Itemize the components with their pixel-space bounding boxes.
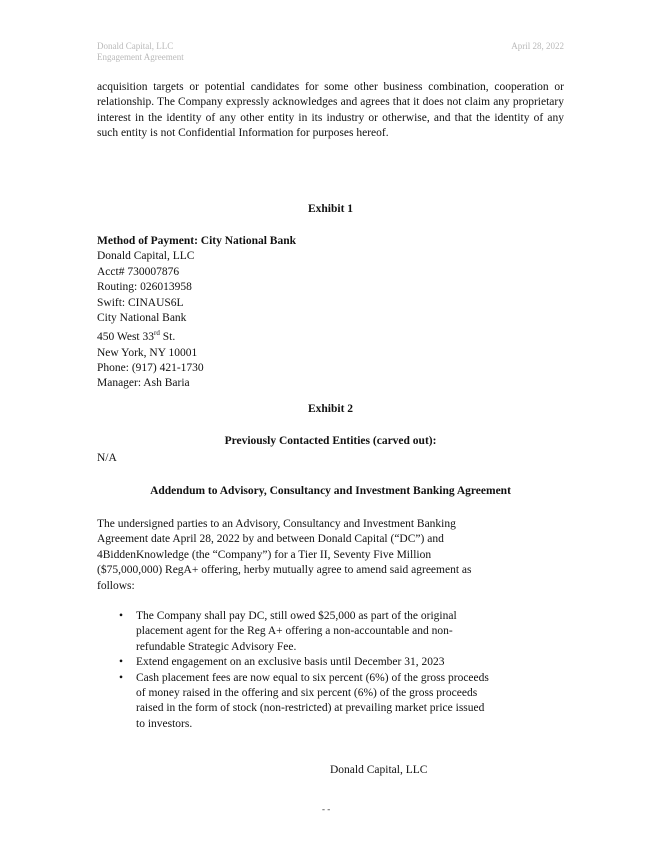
bullet-line: raised in the form of stock (non-restricted) at prevailing market price issued xyxy=(136,702,485,715)
payment-line: Manager: Ash Baria xyxy=(97,377,190,390)
bullet-line: placement agent for the Reg A+ offering a non-accountable and non- xyxy=(136,625,453,638)
address-number: 450 West 33 xyxy=(97,331,155,344)
bullet-dot: • xyxy=(119,671,124,684)
running-header-left xyxy=(97,41,184,63)
bullet-line: Cash placement fees are now equal to six percent (6%) of the gross proceeds xyxy=(136,671,489,684)
intro-paragraph: acquisition targets or potential candidates for some other business combination, cooperation or relationship. The Company expressly acknowledges and agrees that it does not claim any proprietary interest in the identity of any other entity in its industry or otherwise, and that the identity of any such entity is not Confidential Information for purposes hereof. xyxy=(97,81,564,140)
address-street: St. xyxy=(159,331,176,344)
payment-line: Routing: 026013958 xyxy=(97,281,192,294)
addendum-line: ($75,000,000) RegA+ offering, herby mutually agree to amend said agreement as xyxy=(97,564,472,577)
addendum-paragraph xyxy=(97,517,564,594)
addendum-line: The undersigned parties to an Advisory, Consultancy and Investment Banking xyxy=(97,518,456,530)
payment-line: Swift: CINAUS6L xyxy=(97,296,184,309)
exhibit-2-subtitle: Previously Contacted Entities (carved out): xyxy=(224,435,437,447)
bullet-dot: • xyxy=(119,656,124,669)
bullet-line: refundable Strategic Advisory Fee. xyxy=(136,640,297,653)
bullet-item xyxy=(97,671,564,733)
header-date: April 28, 2022 xyxy=(511,41,564,51)
payment-address-line xyxy=(97,326,564,345)
address-superscript: rd xyxy=(154,329,160,338)
payment-details xyxy=(97,234,564,392)
addendum-bullets xyxy=(97,609,564,732)
signature-name: Donald Capital, LLC xyxy=(330,764,428,776)
addendum-title: Addendum to Advisory, Consultancy and Investment Banking Agreement xyxy=(150,485,511,497)
payment-line: New York, NY 10001 xyxy=(97,346,198,359)
exhibit-1-title: Exhibit 1 xyxy=(307,203,354,215)
exhibit-2-value: N/A xyxy=(97,452,117,464)
payment-line: Donald Capital, LLC xyxy=(97,250,195,263)
payment-line: Phone: (917) 421-1730 xyxy=(97,362,204,375)
addendum-line: 4BiddenKnowledge (the “Company”) for a Tier II, Seventy Five Million xyxy=(97,548,432,561)
bullet-dot: • xyxy=(119,610,124,622)
payment-line: Acct# 730007876 xyxy=(97,265,180,278)
method-of-payment-label: Method of Payment: City National Bank xyxy=(97,235,297,247)
bullet-line: to investors. xyxy=(136,717,193,730)
page-footer-mark: - - xyxy=(322,804,331,814)
addendum-line: follows: xyxy=(97,579,135,592)
header-company: Donald Capital, LLC xyxy=(97,41,174,51)
bullet-line: The Company shall pay DC, still owed $25,000 as part of the original xyxy=(136,610,457,622)
bullet-item xyxy=(97,655,564,670)
exhibit-2-title: Exhibit 2 xyxy=(307,403,354,415)
bullet-item xyxy=(97,609,564,655)
payment-line: City National Bank xyxy=(97,312,187,325)
bullet-line: of money raised in the offering and six percent (6%) of the gross proceeds xyxy=(136,687,478,700)
header-doc-type: Engagement Agreement xyxy=(97,52,184,62)
bullet-line: Extend engagement on an exclusive basis until December 31, 2023 xyxy=(136,656,445,669)
addendum-line: Agreement date April 28, 2022 by and between Donald Capital (“DC”) and xyxy=(97,533,444,546)
